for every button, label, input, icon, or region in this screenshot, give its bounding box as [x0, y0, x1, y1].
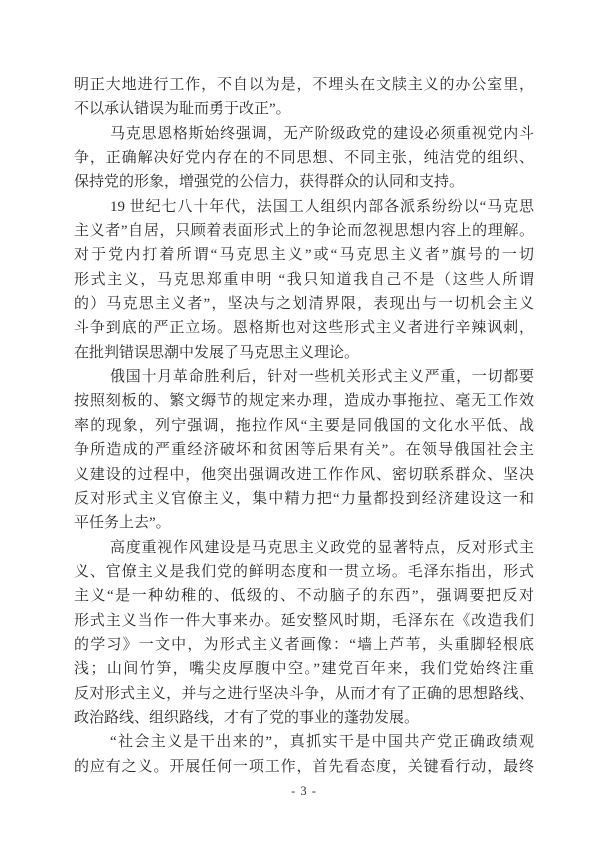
text-line: 保持党的形象，增强党的公信力，获得群众的认同和支持。	[74, 174, 465, 191]
text-line: 俄国十月革命胜利后，针对一些机关形式主义严重，一切都要	[110, 369, 534, 386]
text-line: 主义“是一种幼稚的、低级的、不动脑子的东西”，强调要把反对	[74, 588, 534, 605]
text-line: 义建设的过程中，他突出强调改进工作作风、密切联系群众、坚决	[74, 466, 534, 483]
text-line: 浅；山间竹笋，嘴尖皮厚腹中空。”建党百年来，我们党始终注重	[74, 661, 534, 678]
text-line: 义、官僚主义是我们党的鲜明态度和一贯立场。毛泽东指出，形式	[74, 563, 534, 580]
text-line: 平任务上去”。	[74, 515, 171, 532]
paragraph	[74, 73, 534, 122]
paragraph	[74, 122, 534, 195]
text-line: 率的现象，列宁强调，拖拉作风“主要是同俄国的文化水平低、战	[74, 417, 534, 434]
text-line: 反对形式主义，并与之进行坚决斗争，从而才有了正确的思想路线、	[74, 685, 534, 702]
page-number: - 3 -	[291, 784, 317, 798]
paragraph	[74, 365, 534, 535]
text-line: “社会主义是干出来的”，真抓实干是中国共产党正确政绩观	[110, 734, 534, 751]
text-line: 形式主义，马克思郑重申明 “我只知道我自己不是（这些人所谓	[74, 271, 534, 288]
text-line: 的应有之义。开展任何一项工作，首先看态度，关键看行动，最终	[74, 758, 534, 775]
document-body	[74, 73, 534, 779]
text-line: 马克思恩格斯始终强调，无产阶级政党的建设必须重视党内斗	[110, 125, 534, 142]
text-line: 反对形式主义官僚主义，集中精力把“力量都投到经济建设这一和	[74, 490, 534, 507]
text-line: 高度重视作风建设是马克思主义政党的显著特点，反对形式主	[110, 539, 534, 556]
text-line: 斗争到底的严正立场。恩格斯也对这些形式主义者进行辛辣讽刺，	[74, 320, 534, 337]
text-line: 争所造成的严重经济破坏和贫困等后果有关”。在领导俄国社会主	[74, 442, 534, 459]
text-line: 的）马克思主义者”，坚决与之划清界限，表现出与一切机会主义	[74, 296, 534, 313]
text-line: 主义者”自居，只顾着表面形式上的争论而忽视思想内容上的理解。	[74, 223, 534, 240]
text-line: 的学习》一文中，为形式主义者画像：“墙上芦苇，头重脚轻根底	[74, 636, 534, 653]
paragraph	[74, 730, 534, 779]
paragraph	[74, 195, 534, 365]
text-line: 在批判错误思潮中发展了马克思主义理论。	[74, 344, 360, 361]
text-line: 19 世纪七八十年代，法国工人组织内部各派系纷纷以“马克思	[110, 198, 534, 215]
paragraph	[74, 536, 534, 731]
text-line: 对于党内打着所谓“马克思主义”或“马克思主义者”旗号的一切	[74, 247, 534, 264]
text-line: 明正大地进行工作，不自以为是，不埋头在文牍主义的办公室里，	[74, 77, 534, 93]
text-line: 政治路线、组织路线，才有了党的事业的蓬勃发展。	[74, 709, 420, 726]
text-line: 按照刻板的、繁文缛节的规定来办理，造成办事拖拉、毫无工作效	[74, 393, 534, 410]
text-line: 不以承认错误为耻而勇于改正”。	[74, 101, 291, 118]
text-line: 形式主义当作一件大事来办。延安整风时期，毛泽东在《改造我们	[74, 612, 534, 629]
text-line: 争，正确解决好党内存在的不同思想、不同主张，纯洁党的组织、	[74, 150, 534, 167]
